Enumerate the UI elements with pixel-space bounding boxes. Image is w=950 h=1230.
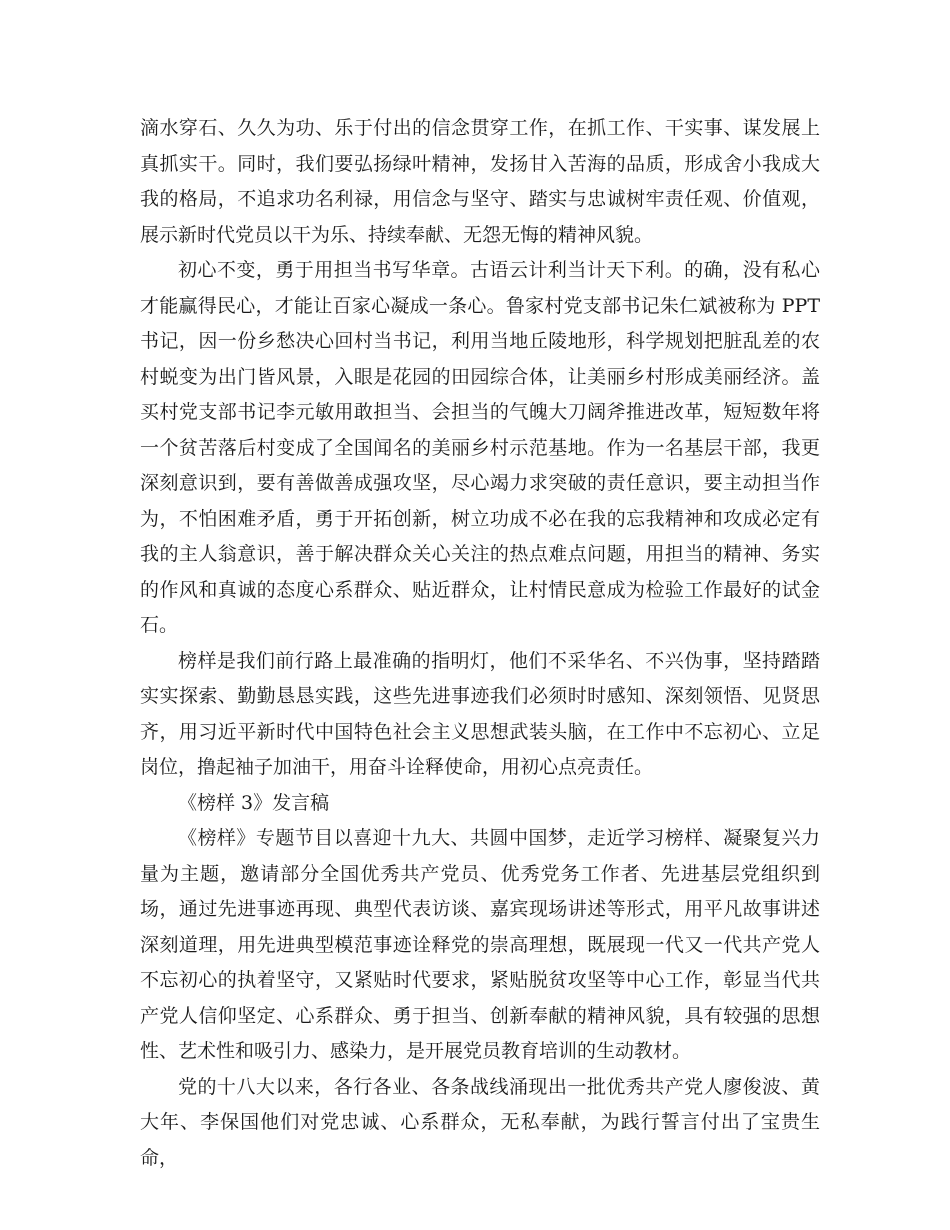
paragraph-4: 《榜样》专题节目以喜迎十九大、共圆中国梦，走近学习榜样、凝聚复兴力量为主题，邀请部分全国优秀共产党员、优秀党务工作者、先进基层党组织到场，通过先进事迹再现、典型代表访谈、嘉宾现场讲述等形式，用平凡故事讲述深刻道理，用先进典型模范事迹诠释党的崇高理想，既展现一代又一代共产党人不忘初心的执着坚守，又紧贴时代要求，紧贴脱贫攻坚等中心工作，彰显当代共产党人信仰坚定、心系群众、勇于担当、创新奉献的精神风貌，具有较强的思想性、艺术性和吸引力、感染力，是开展党员教育培训的生动教材。: [140, 827, 820, 1062]
document-body: [140, 111, 820, 1176]
paragraph-1: 滴水穿石、久久为功、乐于付出的信念贯穿工作，在抓工作、干实事、谋发展上真抓实干。同时，我们要弘扬绿叶精神，发扬甘入苦海的品质，形成舍小我成大我的格局，不追求功名利禄，用信念与坚守、踏实与忠诚树牢责任观、价值观，展示新时代党员以干为乐、持续奉献、无怨无悔的精神风貌。: [140, 117, 820, 246]
section-heading: 《榜样 3》发言稿: [178, 791, 330, 814]
paragraph-5: 党的十八大以来，各行各业、各条战线涌现出一批优秀共产党人廖俊波、黄大年、李保国他们对党忠诚、心系群众，无私奉献，为践行誓言付出了宝贵生命，: [140, 1075, 820, 1169]
paragraph-3: 榜样是我们前行路上最准确的指明灯，他们不采华名、不兴伪事，坚持踏踏实实探索、勤勤恳恳实践，这些先进事迹我们必须时时感知、深刻领悟、见贤思齐，用习近平新时代中国特色社会主义思想武装头脑，在工作中不忘初心、立足岗位，撸起袖子加油干，用奋斗诠释使命，用初心点亮责任。: [140, 649, 820, 778]
paragraph-2: 初心不变，勇于用担当书写华章。古语云计利当计天下利。的确，没有私心才能赢得民心，才能让百家心凝成一条心。鲁家村党支部书记朱仁斌被称为 PPT 书记，因一份乡愁决心回村当书记，利用当地丘陵地形，科学规划把脏乱差的农村蜕变为出门皆风景，入眼是花园的田园综合体，让美丽乡村形成美丽经济。盖买村党支部书记李元敏用敢担当、会担当的气魄大刀阔斧推进改革，短短数年将一个贫苦落后村变成了全国闻名的美丽乡村示范基地。作为一名基层干部，我更深刻意识到，要有善做善成强攻坚，尽心竭力求突破的责任意识，要主动担当作为，不怕困难矛盾，勇于开拓创新，树立功成不必在我的忘我精神和攻成必定有我的主人翁意识，善于解决群众关心关注的热点难点问题，用担当的精神、务实的作风和真诚的态度心系群众、贴近群众，让村情民意成为检验工作最好的试金石。: [140, 259, 820, 636]
